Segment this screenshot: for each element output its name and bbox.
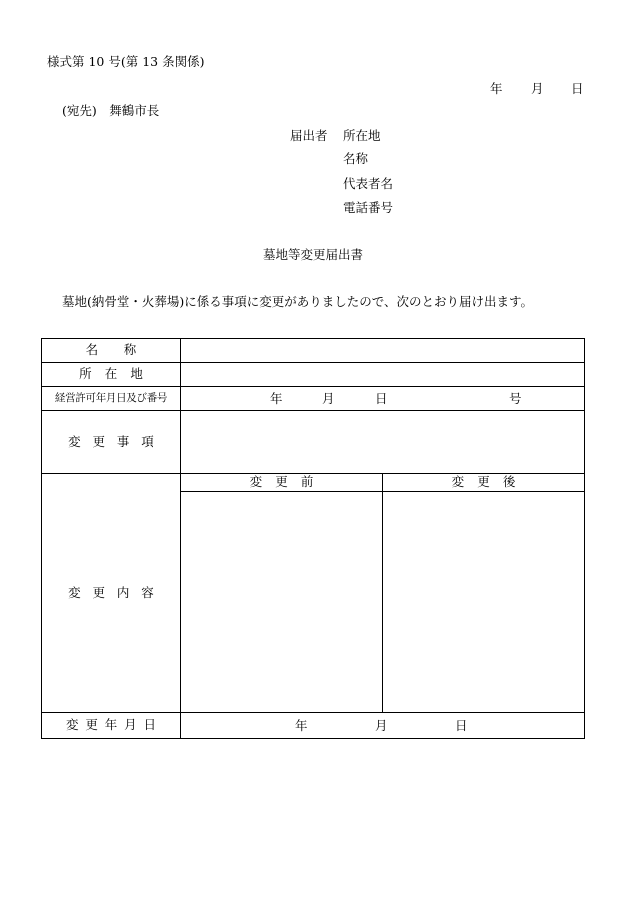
- location-label: 所在地: [42, 363, 181, 387]
- row-change-content-head: [42, 474, 585, 492]
- notifier-label: 届出者: [290, 128, 328, 143]
- notifier-representative: 代表者名: [343, 176, 394, 191]
- change-form-table: [41, 338, 585, 739]
- change-date-month: 月: [375, 718, 388, 733]
- name-label: 名称: [42, 339, 181, 363]
- name-value[interactable]: [181, 339, 585, 363]
- document-title: 墓地等変更届出書: [263, 247, 364, 262]
- row-name: [42, 339, 585, 363]
- change-date-year: 年: [295, 718, 308, 733]
- notifier-address: 所在地: [343, 128, 381, 143]
- change-items-label: 変更事項: [42, 411, 181, 474]
- before-label: 変更前: [181, 474, 383, 492]
- date-year: 年: [490, 81, 503, 96]
- before-value[interactable]: [181, 492, 383, 713]
- date-month: 月: [531, 81, 544, 96]
- notifier-name: 名称: [343, 151, 369, 166]
- license-label: 経営許可年月日及び番号: [42, 387, 181, 411]
- license-number: 号: [509, 391, 522, 406]
- addressee: (宛先) 舞鶴市長: [62, 103, 160, 118]
- change-content-label: 変更内容: [42, 474, 181, 713]
- row-location: [42, 363, 585, 387]
- row-change-date: [42, 713, 585, 739]
- location-value[interactable]: [181, 363, 585, 387]
- license-day: 日: [375, 391, 388, 406]
- row-license: [42, 387, 585, 411]
- date-day: 日: [571, 81, 584, 96]
- notifier-phone: 電話番号: [343, 200, 394, 215]
- after-value[interactable]: [383, 492, 585, 713]
- license-month: 月: [322, 391, 335, 406]
- license-year: 年: [270, 391, 283, 406]
- change-items-value[interactable]: [181, 411, 585, 474]
- form-number: 様式第 10 号(第 13 条関係): [47, 54, 205, 69]
- row-change-items: [42, 411, 585, 474]
- after-label: 変更後: [383, 474, 585, 492]
- license-value[interactable]: [181, 387, 585, 411]
- intro-text: 墓地(納骨堂・火葬場)に係る事項に変更がありましたので、次のとおり届け出ます。: [62, 294, 534, 309]
- change-date-day: 日: [455, 718, 468, 733]
- change-date-value[interactable]: [181, 713, 585, 739]
- change-date-label: 変更年月日: [42, 713, 181, 739]
